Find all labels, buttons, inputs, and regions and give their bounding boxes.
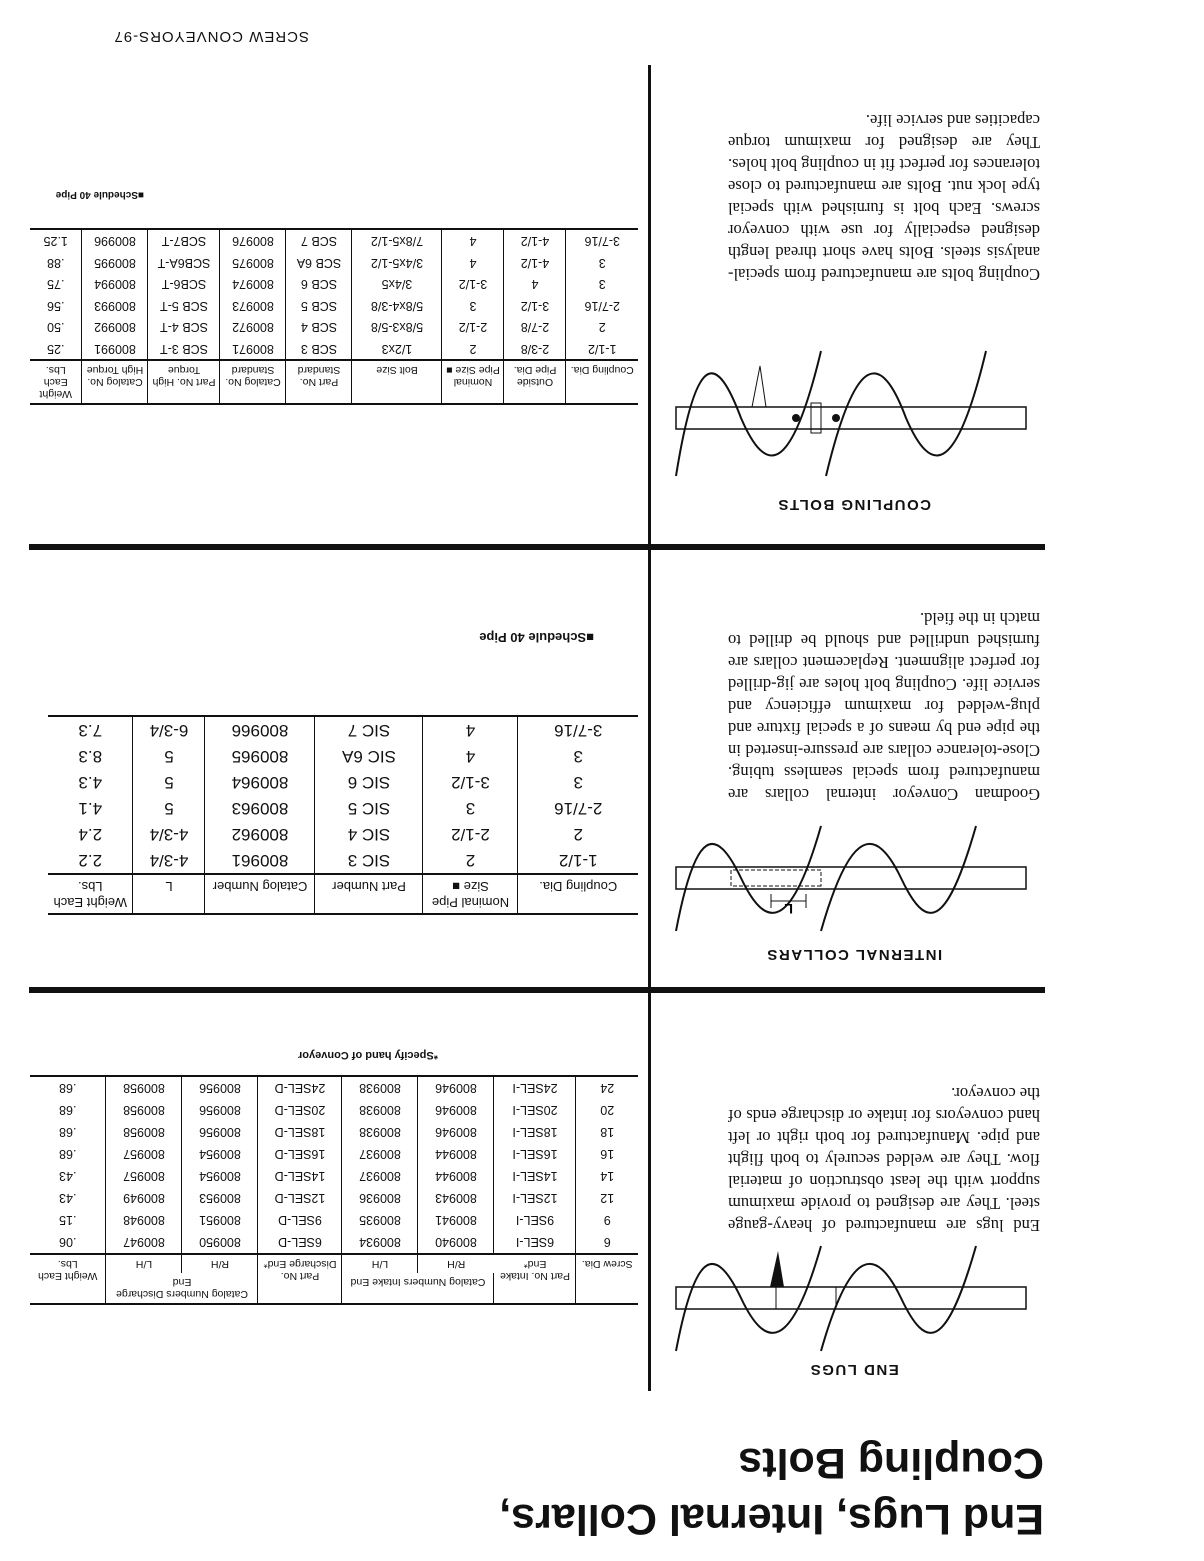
- table-cell: SCB 3: [286, 338, 352, 361]
- column-divider: [648, 65, 651, 1391]
- internal-collars-table: [48, 715, 638, 915]
- table-cell: 2-7/16: [554, 799, 603, 818]
- table-cell: 800938: [342, 1076, 418, 1099]
- end-lugs-table: [30, 1075, 638, 1305]
- table-cell: 8.3: [48, 743, 133, 769]
- table-row: [30, 1076, 638, 1099]
- table-cell: 800958: [106, 1076, 182, 1099]
- table-cell: 800956: [182, 1099, 258, 1121]
- column-header: Catalog Number: [205, 874, 315, 914]
- table-row: [30, 1165, 638, 1187]
- table-cell: SCB 4-T: [148, 316, 220, 338]
- table-cell: 800947: [106, 1231, 182, 1254]
- table-row: [30, 1231, 638, 1254]
- table-cell: 4.3: [48, 769, 133, 795]
- coupling-bolts-footnote: ■Schedule 40 Pipe: [55, 189, 144, 200]
- table-cell: 16SEL-D: [258, 1143, 342, 1165]
- table-row: [30, 1209, 638, 1231]
- table-cell: 3: [598, 277, 606, 292]
- table-cell: SIC 7: [315, 716, 423, 743]
- table-row: [48, 821, 638, 847]
- header-lh: L/H: [106, 1254, 182, 1273]
- table-cell: 800973: [220, 295, 286, 317]
- table-cell: 3: [423, 795, 518, 821]
- table-cell: 18SEL-I: [494, 1121, 576, 1143]
- page-footer: SCREW CONVEYORS-97: [113, 28, 309, 45]
- table-cell: 800963: [205, 795, 315, 821]
- table-cell: 800974: [220, 273, 286, 295]
- table-cell: SCB 6A: [286, 252, 352, 274]
- table-cell: SCB 3-T: [148, 338, 220, 361]
- header-rh: R/H: [182, 1254, 258, 1273]
- table-row: [48, 743, 638, 769]
- header-rh: R/H: [447, 1258, 466, 1270]
- table-cell: SCB 4: [286, 316, 352, 338]
- header-screw-dia: Screw Dia.: [581, 1258, 633, 1270]
- table-cell: .68: [30, 1121, 106, 1143]
- table-cell: 5: [133, 743, 205, 769]
- table-cell: 6: [603, 1235, 611, 1249]
- table-cell: 800993: [82, 295, 148, 317]
- table-cell: .15: [30, 1209, 106, 1231]
- table-cell: .25: [30, 338, 82, 361]
- end-lugs-description: End lugs are manufactured of heavy-gauge steel. They are designed to provide maximum support with the least obstruction of material flow. They are welded securely to both flight and pipe. Manufactured for both right or left hand conveyors for intake or discharge ends of the conveyor.: [728, 1084, 1040, 1235]
- column-header: Outside Pipe Dia.: [504, 360, 566, 404]
- table-row: [30, 1121, 638, 1143]
- table-cell: 800995: [82, 252, 148, 274]
- table-cell: 1-1/2: [588, 342, 617, 356]
- table-cell: 800964: [205, 769, 315, 795]
- table-cell: 14SEL-D: [258, 1165, 342, 1187]
- table-cell: 4.1: [48, 795, 133, 821]
- table-cell: SIC 6A: [315, 743, 423, 769]
- header-catalog-discharge: Catalog Numbers Discharge End: [106, 1273, 258, 1304]
- table-cell: 800941: [418, 1209, 494, 1231]
- table-cell: SIC 6: [315, 769, 423, 795]
- table-cell: 9SEL-I: [494, 1209, 576, 1231]
- table-cell: 800956: [182, 1121, 258, 1143]
- table-cell: 16SEL-I: [494, 1143, 576, 1165]
- table-cell: 800937: [342, 1143, 418, 1165]
- table-cell: 14: [600, 1169, 615, 1183]
- table-cell: SCB 6: [286, 273, 352, 295]
- table-cell: .68: [30, 1099, 106, 1121]
- column-header: L: [133, 874, 205, 914]
- table-cell: 800958: [106, 1121, 182, 1143]
- table-cell: .06: [30, 1231, 106, 1254]
- table-cell: 4-1/2: [504, 252, 566, 274]
- column-header: Part No. High Torque: [148, 360, 220, 404]
- table-cell: 800976: [220, 229, 286, 252]
- table-cell: 800943: [418, 1187, 494, 1209]
- column-header: Weight Each Lbs.: [30, 360, 82, 404]
- table-cell: 800954: [182, 1143, 258, 1165]
- column-header: Bolt Size: [352, 360, 442, 404]
- table-cell: 5/8x4-3/8: [352, 295, 442, 317]
- column-header: Coupling Dia.: [570, 364, 634, 376]
- table-cell: 800950: [182, 1231, 258, 1254]
- table-cell: 4: [423, 716, 518, 743]
- coupling-bolts-description: Coupling bolts are manufactured from special-analysis steels. Bolts have short thread length designed especially for use with conveyor screws. Each bolt is furnished with special type lock nut. Bolts are manufactured to close tolerances for perfect fit in coupling bolt holes. They are designed for maximum torque capacities and service life.: [728, 111, 1040, 284]
- table-cell: 5/8x3-5/8: [352, 316, 442, 338]
- table-row: [30, 295, 638, 317]
- table-cell: 4: [442, 229, 504, 252]
- table-cell: 12SEL-D: [258, 1187, 342, 1209]
- table-cell: 800992: [82, 316, 148, 338]
- table-cell: 4-3/4: [133, 847, 205, 874]
- coupling-bolts-heading: COUPLING BOLTS: [776, 496, 932, 513]
- table-cell: 6SEL-D: [258, 1231, 342, 1254]
- table-cell: 800938: [342, 1121, 418, 1143]
- table-row: [30, 338, 638, 361]
- column-header: Nominal Pipe Size ■: [423, 874, 518, 914]
- table-cell: 800944: [418, 1165, 494, 1187]
- table-cell: 800949: [106, 1187, 182, 1209]
- table-cell: 4: [442, 252, 504, 274]
- table-cell: .50: [30, 316, 82, 338]
- table-row: [48, 795, 638, 821]
- table-cell: 20SEL-D: [258, 1099, 342, 1121]
- table-cell: 2-1/2: [423, 821, 518, 847]
- table-cell: 800946: [418, 1099, 494, 1121]
- header-catalog-intake: Catalog Numbers Intake End: [342, 1273, 494, 1304]
- table-cell: SIC 3: [315, 847, 423, 874]
- table-cell: 24SEL-I: [494, 1076, 576, 1099]
- table-cell: SCB 5-T: [148, 295, 220, 317]
- table-cell: 9: [603, 1213, 611, 1227]
- table-row: [30, 229, 638, 252]
- table-cell: 14SEL-I: [494, 1165, 576, 1187]
- table-cell: SCB 7: [286, 229, 352, 252]
- table-cell: 800965: [205, 743, 315, 769]
- table-cell: 4: [423, 743, 518, 769]
- table-cell: 16: [600, 1147, 615, 1161]
- header-weight: Weight Each Lbs.: [30, 1254, 106, 1304]
- table-cell: 2-1/2: [442, 316, 504, 338]
- table-cell: 5: [133, 769, 205, 795]
- table-cell: 9SEL-D: [258, 1209, 342, 1231]
- table-cell: 3-7/16: [584, 234, 620, 249]
- table-cell: 800957: [106, 1165, 182, 1187]
- table-cell: 3: [573, 773, 583, 792]
- table-cell: 800972: [220, 316, 286, 338]
- table-cell: .43: [30, 1165, 106, 1187]
- table-row: [48, 847, 638, 874]
- table-row: [30, 1143, 638, 1165]
- table-cell: 800954: [182, 1165, 258, 1187]
- column-header: Weight Each Lbs.: [48, 874, 133, 914]
- table-cell: 2-7/8: [504, 316, 566, 338]
- header-part-discharge: Part No. Discharge End*: [258, 1254, 342, 1304]
- table-cell: 6SEL-I: [494, 1231, 576, 1254]
- table-row: [48, 769, 638, 795]
- table-cell: 3/4x5: [352, 273, 442, 295]
- table-cell: 2: [598, 320, 606, 335]
- end-lugs-heading: END LUGS: [809, 1361, 899, 1378]
- table-cell: 3-1/2: [423, 769, 518, 795]
- table-cell: 800946: [418, 1121, 494, 1143]
- table-cell: 800996: [82, 229, 148, 252]
- table-cell: 4-1/2: [504, 229, 566, 252]
- table-cell: 800991: [82, 338, 148, 361]
- table-row: [30, 252, 638, 274]
- collar-length-label: L: [784, 901, 793, 917]
- table-cell: 7.3: [48, 716, 133, 743]
- table-cell: 2: [442, 338, 504, 361]
- table-cell: SCB 5: [286, 295, 352, 317]
- table-cell: .56: [30, 295, 82, 317]
- table-cell: 1-1/2: [558, 851, 598, 870]
- table-cell: 24SEL-D: [258, 1076, 342, 1099]
- table-cell: 2.2: [48, 847, 133, 874]
- table-cell: 800956: [182, 1076, 258, 1099]
- internal-collars-description: Goodman Conveyor internal collars are manufactured from special seamless tubing. Close-tolerance collars are pressure-inserted in the pipe end by means of a special fixture and plug-welded for maximum efficiency and service life. Coupling bolt holes are jig-drilled for perfect alignment. Replacement collars are furnished undrilled and should be drilled to match in the field.: [728, 609, 1040, 804]
- table-cell: 5: [133, 795, 205, 821]
- column-header: Part No. Standard: [286, 360, 352, 404]
- table-cell: 800994: [82, 273, 148, 295]
- table-cell: .68: [30, 1143, 106, 1165]
- table-cell: 1/2x3: [352, 338, 442, 361]
- table-cell: 800948: [106, 1209, 182, 1231]
- internal-collar-diagram: [666, 816, 1036, 941]
- table-cell: 18SEL-D: [258, 1121, 342, 1143]
- table-cell: 800953: [182, 1187, 258, 1209]
- page-title: End Lugs, Internal Collars, Coupling Bolts: [499, 1439, 1044, 1543]
- table-cell: SCB6A-T: [148, 252, 220, 274]
- table-cell: SCB7-T: [148, 229, 220, 252]
- section-divider: [29, 544, 1045, 550]
- coupling-bolt-diagram: [666, 341, 1036, 491]
- table-cell: 800971: [220, 338, 286, 361]
- table-cell: 2-7/16: [584, 299, 620, 313]
- table-cell: 18: [600, 1125, 615, 1139]
- table-cell: 3: [573, 747, 583, 766]
- table-cell: 3-1/2: [504, 295, 566, 317]
- end-lug-diagram: [666, 1236, 1036, 1361]
- table-row: [30, 1187, 638, 1209]
- table-cell: 3: [442, 295, 504, 317]
- header-part-intake: Part No. Intake End*: [494, 1254, 576, 1304]
- table-cell: 1.25: [30, 229, 82, 252]
- table-cell: 800944: [418, 1143, 494, 1165]
- table-row: [30, 273, 638, 295]
- table-cell: .68: [30, 1076, 106, 1099]
- table-row: [30, 316, 638, 338]
- table-cell: 800966: [205, 716, 315, 743]
- table-cell: 4: [504, 273, 566, 295]
- table-row: [30, 1099, 638, 1121]
- table-cell: 20: [600, 1103, 615, 1117]
- coupling-bolts-table: [30, 228, 638, 405]
- column-header: Nominal Pipe Size ■: [442, 360, 504, 404]
- table-row: [48, 716, 638, 743]
- header-lh: L/H: [342, 1254, 418, 1273]
- table-cell: 800946: [418, 1076, 494, 1099]
- table-cell: .75: [30, 273, 82, 295]
- section-divider: [29, 987, 1045, 993]
- table-cell: 800935: [342, 1209, 418, 1231]
- table-cell: 2-3/8: [504, 338, 566, 361]
- internal-collars-footnote: ■Schedule 40 Pipe: [479, 630, 594, 645]
- table-cell: SCB6-T: [148, 273, 220, 295]
- table-cell: 800957: [106, 1143, 182, 1165]
- table-cell: 6-3/4: [133, 716, 205, 743]
- table-cell: 3: [598, 256, 606, 270]
- table-cell: 2.4: [48, 821, 133, 847]
- table-cell: 800937: [342, 1165, 418, 1187]
- table-cell: 3/4x5-1/2: [352, 252, 442, 274]
- table-cell: 800975: [220, 252, 286, 274]
- end-lugs-footnote: *Specify hand of Conveyor: [298, 1049, 438, 1061]
- table-cell: 12SEL-I: [494, 1187, 576, 1209]
- table-cell: 3-1/2: [442, 273, 504, 295]
- table-cell: 800951: [182, 1209, 258, 1231]
- table-cell: 4-3/4: [133, 821, 205, 847]
- table-cell: 2: [573, 825, 583, 844]
- column-header: Catalog No. High Torque: [82, 360, 148, 404]
- table-cell: 20SEL-I: [494, 1099, 576, 1121]
- table-cell: SIC 5: [315, 795, 423, 821]
- column-header: Catalog No. Standard: [220, 360, 286, 404]
- table-cell: SIC 4: [315, 821, 423, 847]
- table-cell: 800961: [205, 847, 315, 874]
- internal-collars-heading: INTERNAL COLLARS: [765, 946, 943, 963]
- column-header: Part Number: [315, 874, 423, 914]
- table-cell: 2: [423, 847, 518, 874]
- table-cell: 12: [600, 1191, 615, 1205]
- table-cell: 3-7/16: [554, 721, 603, 740]
- column-header: Coupling Dia.: [539, 879, 618, 894]
- table-cell: 800938: [342, 1099, 418, 1121]
- table-cell: .88: [30, 252, 82, 274]
- table-cell: 800936: [342, 1187, 418, 1209]
- table-cell: 800962: [205, 821, 315, 847]
- table-cell: .43: [30, 1187, 106, 1209]
- table-cell: 800934: [342, 1231, 418, 1254]
- table-cell: 800958: [106, 1099, 182, 1121]
- table-cell: 800940: [418, 1231, 494, 1254]
- table-cell: 24: [600, 1081, 615, 1095]
- table-cell: 7/8x5-1/2: [352, 229, 442, 252]
